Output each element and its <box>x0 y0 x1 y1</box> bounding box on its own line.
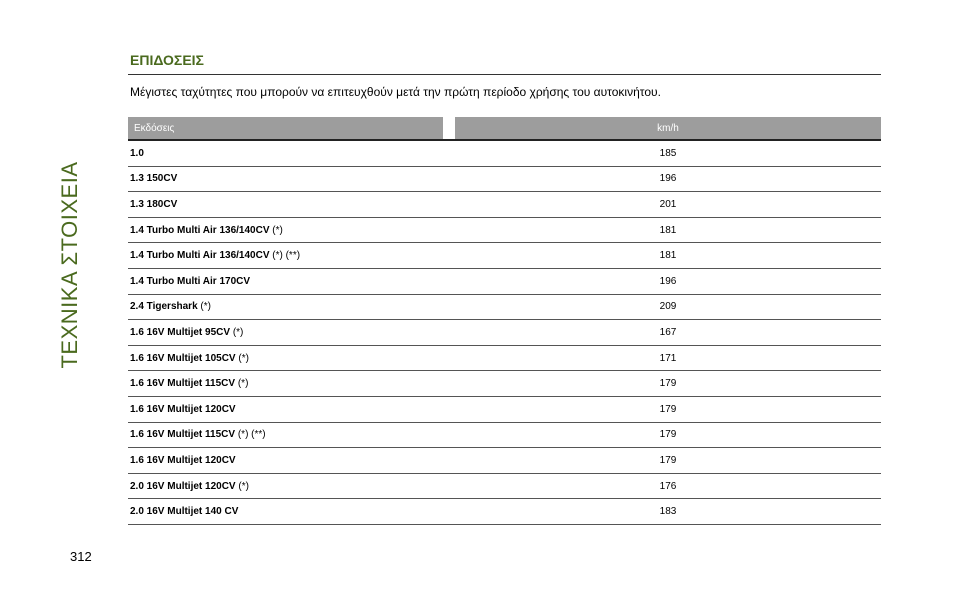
version-note: (*) (**) <box>237 429 266 441</box>
speed-cell: 179 <box>659 454 677 466</box>
version-note: (*) (**) <box>272 250 301 262</box>
version-note: (*) <box>272 224 283 236</box>
version-cell <box>128 353 455 364</box>
section-title: ΕΠΙΔΟΣΕΙΣ <box>130 52 204 68</box>
version-name: 1.4 Turbo Multi Air 136/140CV <box>130 250 270 262</box>
version-name: 2.0 16V Multijet 140 CV <box>130 506 239 518</box>
version-cell <box>128 404 455 415</box>
speed-cell: 209 <box>659 301 677 313</box>
speed-cell: 176 <box>659 480 677 492</box>
version-cell <box>128 481 455 492</box>
version-name: 1.6 16V Multijet 120CV <box>130 454 236 466</box>
speed-cell: 179 <box>659 429 677 441</box>
table-row <box>128 397 881 423</box>
version-cell <box>128 378 455 389</box>
table-row <box>128 295 881 321</box>
speed-cell: 181 <box>659 250 677 262</box>
speed-cell: 185 <box>659 147 677 159</box>
version-cell <box>128 250 455 261</box>
version-name: 1.6 16V Multijet 120CV <box>130 403 236 415</box>
version-note: (*) <box>237 378 249 390</box>
table-row <box>128 218 881 244</box>
version-cell <box>128 276 455 287</box>
version-cell <box>128 148 455 159</box>
table-header <box>128 117 881 139</box>
table-row <box>128 141 881 167</box>
header-speed: km/h <box>455 117 881 139</box>
table-row <box>128 269 881 295</box>
version-cell <box>128 455 455 466</box>
table-row <box>128 320 881 346</box>
version-note: (*) <box>232 326 244 338</box>
version-name: 1.4 Turbo Multi Air 136/140CV <box>130 224 270 236</box>
performance-table <box>128 117 881 525</box>
version-cell <box>128 327 455 338</box>
version-name: 2.0 16V Multijet 120CV <box>130 480 236 492</box>
table-row <box>128 167 881 193</box>
version-note: (*) <box>238 352 249 364</box>
header-gap <box>443 117 455 139</box>
version-name: 1.4 Turbo Multi Air 170CV <box>130 275 251 287</box>
version-name: 1.6 16V Multijet 95CV <box>130 326 231 338</box>
version-name: 1.0 <box>130 147 144 159</box>
speed-cell: 181 <box>659 224 677 236</box>
speed-cell: 196 <box>659 173 677 185</box>
side-title-text: ΤΕΧΝΙΚΑ ΣΤΟΙΧΕΙΑ <box>57 161 82 369</box>
table-row <box>128 474 881 500</box>
header-versions: Εκδόσεις <box>128 117 443 139</box>
table-row <box>128 346 881 372</box>
speed-cell: 179 <box>659 378 677 390</box>
speed-cell: 179 <box>659 403 677 415</box>
table-row <box>128 499 881 525</box>
version-cell <box>128 173 455 184</box>
version-name: 1.3 180CV <box>130 198 178 210</box>
version-cell <box>128 199 455 210</box>
speed-cell: 167 <box>659 326 677 338</box>
version-note: (*) <box>238 480 249 492</box>
table-row <box>128 448 881 474</box>
speed-cell: 183 <box>659 506 677 518</box>
version-name: 1.6 16V Multijet 105CV <box>130 352 236 364</box>
table-row <box>128 423 881 449</box>
intro-text: Μέγιστες ταχύτητες που μπορούν να επιτευχθούν μετά την πρώτη περίοδο χρήσης του αυτοκινήτου. <box>130 85 661 99</box>
speed-cell: 196 <box>659 275 677 287</box>
page-number: 312 <box>70 549 92 564</box>
version-name: 1.3 150CV <box>130 173 178 185</box>
table-row <box>128 371 881 397</box>
version-cell <box>128 225 455 236</box>
title-divider <box>128 74 881 75</box>
speed-cell: 171 <box>659 352 677 364</box>
version-name: 1.6 16V Multijet 115CV <box>130 378 236 390</box>
table-row <box>128 192 881 218</box>
version-name: 1.6 16V Multijet 115CV <box>130 429 236 441</box>
version-cell <box>128 429 455 440</box>
version-name: 2.4 Tigershark <box>130 301 198 313</box>
version-note: (*) <box>200 301 211 313</box>
version-cell <box>128 301 455 312</box>
version-cell <box>128 506 455 517</box>
table-body <box>128 141 881 525</box>
speed-cell: 201 <box>659 198 677 210</box>
table-row <box>128 243 881 269</box>
